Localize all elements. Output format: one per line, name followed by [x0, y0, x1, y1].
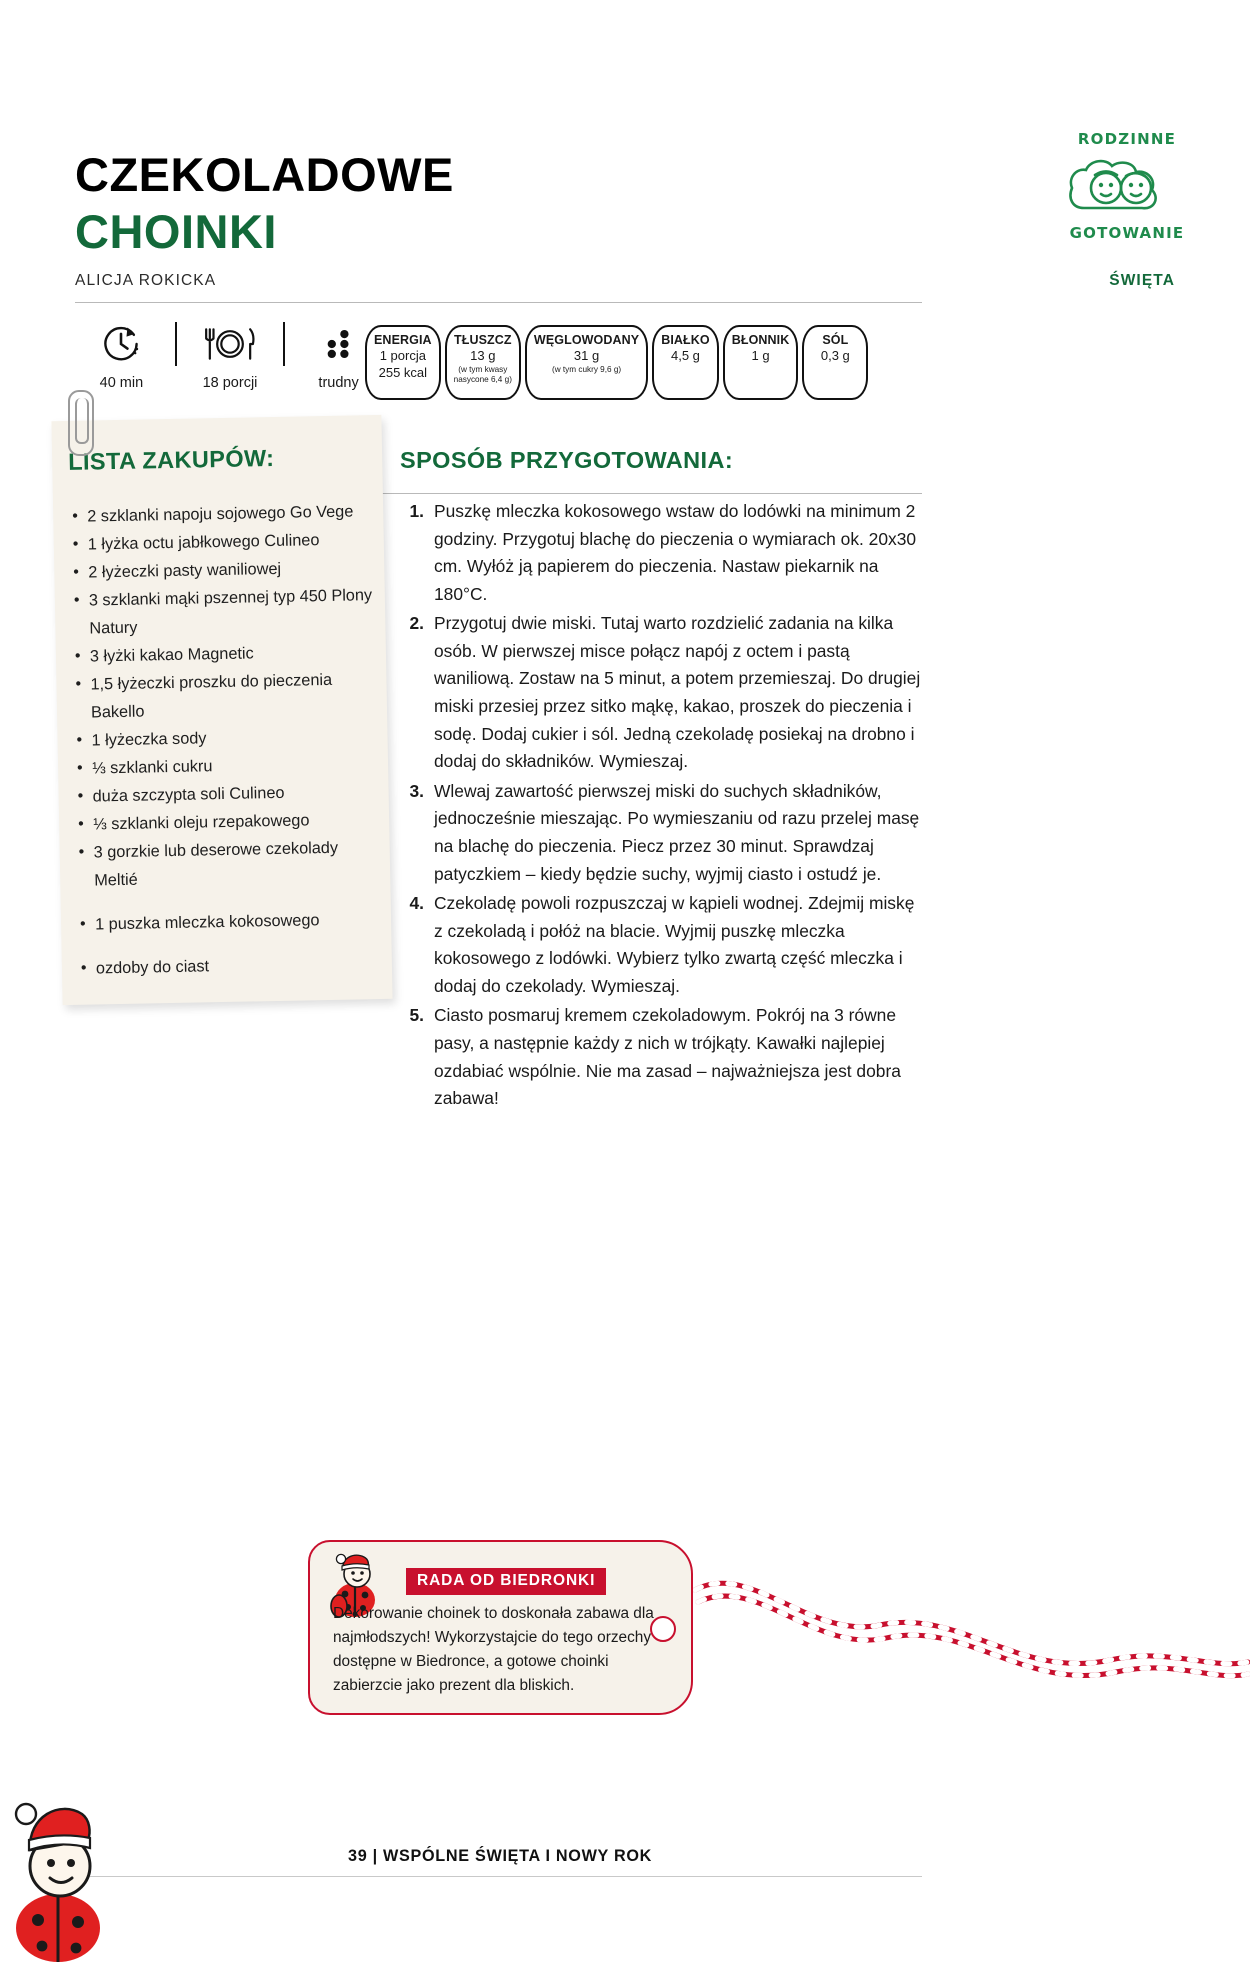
nutrition-table — [365, 325, 868, 400]
list-item: • 1 łyżeczka sody — [75, 721, 375, 755]
nutrition-label: TŁUSZCZ — [453, 333, 512, 347]
nutrition-cell-weglowodany — [525, 325, 648, 400]
page-title — [75, 146, 454, 261]
step-number: 2. — [409, 613, 424, 634]
nutrition-cell-sol — [802, 325, 868, 400]
nutrition-value: 1 g — [751, 348, 770, 364]
preparation-steps — [400, 498, 925, 1115]
shopping-list-title: LISTA ZAKUPÓW: — [67, 444, 275, 475]
meta-portions-label: 18 porcji — [202, 375, 258, 391]
nutrition-value-secondary: 255 kcal — [378, 364, 428, 380]
nutrition-label: ENERGIA — [374, 333, 432, 347]
step-text: Przygotuj dwie miski. Tutaj warto rozdzielić zadania na kilka osób. W pierwszej misce połącz napój z octem i pastą waniliową. Zostaw na 5 minut, a potem przemieszaj. Do drugiej miski przesiej przez sitko mąkę, kakao, proszek do pieczenia i sodę. Dodaj cukier i sól. Jedną czekoladę posiekaj na drobno i dodaj do składników. Wymieszaj. — [434, 613, 921, 772]
list-item: • ⅓ szklanki cukru — [76, 749, 376, 783]
step-text: Ciasto posmaruj kremem czekoladowym. Pokrój na 3 równe pasy, a następnie każdy z nich w trójkąty. Kawałki najlepiej ozdabiać wspólnie. Nie ma zasad – najważniejsza jest dobra zabawa! — [434, 1005, 901, 1109]
family-cooking-badge — [1062, 130, 1192, 265]
preparation-step — [400, 498, 925, 608]
step-number: 1. — [409, 501, 424, 521]
preparation-step — [400, 890, 925, 1000]
preparation-step — [400, 1002, 925, 1112]
shopping-list — [71, 497, 380, 983]
nutrition-cell-tluszcz — [445, 325, 521, 400]
tip-text: Dekorowanie choinek to doskonała zabawa dla najmłodszych! Wykorzystajcie do tego orzechy dostępne w Biedronce, a gotowe choinki zabierzcie jako prezent dla bliskich. — [333, 1605, 654, 1694]
recipe-category: ŚWIĘTA — [1109, 272, 1175, 289]
nutrition-value: 13 g — [470, 348, 496, 364]
meta-separator-2 — [283, 322, 285, 366]
family-badge-top-label: RODZINNE — [1077, 130, 1177, 148]
meta-time — [80, 320, 163, 391]
nutrition-sub: (w tym cukry 9,6 g) — [551, 364, 622, 374]
nutrition-sub: (w tym kwasy — [458, 364, 508, 374]
plate-cutlery-icon — [189, 320, 272, 368]
family-faces-icon — [1062, 150, 1192, 228]
meta-portions — [189, 320, 272, 391]
nutrition-sub-2: nasycone 6,4 g) — [453, 374, 512, 384]
header-divider — [75, 302, 922, 303]
footer-mascot-icon — [8, 1788, 104, 1963]
list-item: • 1,5 łyżeczki proszku do pieczenia Bakello — [74, 665, 375, 727]
list-item: • ozdoby do ciast — [80, 949, 380, 983]
list-item: • 3 szklanki mąki pszennej typ 450 Plony Natury — [73, 581, 374, 643]
list-item: • 2 szklanki napoju sojowego Go Vege — [71, 497, 371, 531]
list-item: • 1 łyżka octu jabłkowego Culineo — [72, 525, 372, 559]
list-item: • 1 puszka mleczka kokosowego — [79, 905, 379, 939]
preparation-step — [400, 610, 925, 775]
step-text: Czekoladę powoli rozpuszczaj w kąpieli wodnej. Zdejmij miskę z czekoladą i połóż na blacie. Wyjmij puszkę mleczka kokosowego z lodówki. Wybierz tylko zwartą część mleczka i dodaj do czekolady. Wymieszaj. — [434, 893, 915, 996]
step-number: 3. — [409, 780, 424, 801]
tip-banner-label: RADA OD BIEDRONKI — [406, 1568, 606, 1595]
list-item: • duża szczypta soli Culineo — [76, 777, 376, 811]
meta-time-label: 40 min — [99, 375, 144, 391]
step-number: 4. — [409, 893, 424, 914]
step-number: 5. — [409, 1005, 424, 1026]
nutrition-value: 1 porcja — [379, 348, 426, 364]
paperclip-icon — [68, 390, 94, 456]
nutrition-value: 4,5 g — [670, 348, 700, 364]
shopping-list-note — [51, 415, 392, 1005]
list-item: • 3 łyżki kakao Magnetic — [74, 637, 374, 671]
nutrition-label: BŁONNIK — [731, 333, 790, 347]
meta-separator-1 — [175, 322, 177, 366]
list-item: • ⅓ szklanki oleju rzepakowego — [77, 805, 377, 839]
footer-page-info: 39 | WSPÓLNE ŚWIĘTA I NOWY ROK — [348, 1847, 653, 1865]
nutrition-label: WĘGLOWODANY — [533, 333, 640, 347]
step-text: Wlewaj zawartość pierwszej miski do suchych składników, jednocześnie mieszając. Po wymieszaniu od razu przelej masę na blachę do pieczenia. Piecz przez 30 minut. Sprawdzaj patyczkiem – kiedy będzie suchy, wyjmij ciasto i ostudź je. — [434, 780, 920, 884]
recipe-meta-row — [80, 320, 380, 400]
clock-icon — [80, 320, 163, 368]
nutrition-value: 31 g — [573, 348, 600, 364]
meta-difficulty-label: trudny — [318, 375, 359, 391]
twine-string-decoration — [690, 1530, 1250, 1730]
nutrition-cell-bialko — [652, 325, 719, 400]
preparation-step — [400, 778, 925, 888]
nutrition-label: BIAŁKO — [661, 333, 710, 347]
preparation-title: SPOSÓB PRZYGOTOWANIA: — [400, 447, 734, 473]
nutrition-label: SÓL — [822, 333, 849, 347]
page-title-line-2: CHOINKI — [75, 205, 277, 259]
page-title-line-1: CZEKOLADOWE — [75, 148, 454, 201]
family-badge-bottom-label: GOTOWANIE — [1069, 224, 1185, 242]
nutrition-cell-blonnik — [723, 325, 799, 400]
list-item: • 3 gorzkie lub deserowe czekolady Meltié — [77, 833, 378, 895]
nutrition-cell-energia — [365, 325, 441, 400]
list-item: • 2 łyżeczki pasty waniliowej — [72, 553, 372, 587]
nutrition-value: 0,3 g — [820, 348, 850, 364]
footer-divider — [75, 1876, 922, 1877]
recipe-author: ALICJA ROKICKA — [75, 272, 217, 289]
step-text: Puszkę mleczka kokosowego wstaw do lodówki na minimum 2 godziny. Przygotuj blachę do pieczenia o wymiarach ok. 20x30 cm. Wyłóż ją papierem do pieczenia. Nastaw piekarnik na 180°C. — [434, 501, 917, 604]
tip-tag — [308, 1540, 693, 1715]
